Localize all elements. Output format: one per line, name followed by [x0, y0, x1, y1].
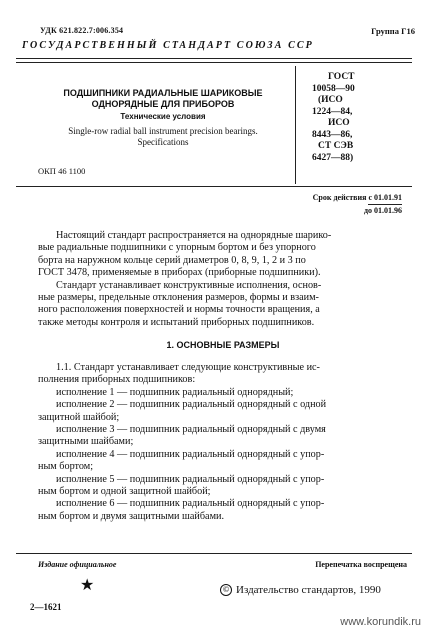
validity-label: Срок действия	[312, 193, 367, 202]
body-line: исполнение 4 — подшипник радиальный однорядный с упор-	[56, 448, 325, 460]
title-ru-line1: ПОДШИПНИКИ РАДИАЛЬНЫЕ ШАРИКОВЫЕ	[63, 88, 263, 98]
intro-line: ные размеры, предельные отклонения размеров, формы и взаим-	[38, 292, 319, 304]
gost-line: 10058—90	[312, 83, 355, 94]
intro-line: также методы контроля и испытаний приборных подшипников.	[38, 316, 315, 328]
body-line: исполнение 3 — подшипник радиальный однорядный с двумя	[56, 424, 326, 436]
title-bottom-rule	[16, 186, 412, 187]
official-edition: Издание официальное	[38, 560, 117, 569]
title-en-line2: Specifications	[137, 137, 189, 147]
gost-block	[300, 72, 400, 164]
body-line: ным бортом и двумя защитными шайбами.	[38, 510, 225, 522]
section-body	[38, 362, 408, 523]
body-line: полнения приборных подшипников:	[38, 374, 196, 386]
body-line: исполнение 5 — подшипник радиальный однорядный с упор-	[56, 473, 325, 485]
udk-code: УДК 621.822.7:006.354	[40, 26, 124, 35]
print-code: 2—1621	[30, 602, 62, 612]
section-title: 1. ОСНОВНЫЕ РАЗМЕРЫ	[166, 340, 280, 350]
title-ru-line2: ОДНОРЯДНЫЕ ДЛЯ ПРИБОРОВ	[91, 99, 235, 109]
intro-line: ГОСТ 3478, применяемые в приборах (приборные подшипники).	[38, 267, 321, 279]
footer-rule	[16, 553, 412, 554]
intro-line: Настоящий стандарт распространяется на однорядные шарико-	[56, 230, 332, 241]
star-icon: ★	[80, 577, 95, 594]
top-rule-2	[16, 62, 412, 63]
body-line: исполнение 6 — подшипник радиальный однорядный с упор-	[56, 498, 325, 510]
gost-line: 1224—84,	[312, 106, 353, 117]
watermark: www.korundik.ru	[340, 616, 421, 628]
standard-heading: ГОСУДАРСТВЕННЫЙ СТАНДАРТ СОЮЗА ССР	[22, 40, 314, 51]
validity-to: до 01.01.96	[363, 206, 402, 215]
body-line: исполнение 2 — подшипник радиальный однорядный с одной	[56, 399, 327, 411]
group-code: Группа Г16	[371, 26, 415, 36]
title-en-line1: Single-row radial ball instrument precision bearings.	[68, 126, 258, 136]
gost-line: ИСО	[328, 118, 350, 128]
body-line: защитными шайбами;	[38, 436, 134, 448]
reprint-prohibited: Перепечатка воспрещена	[315, 560, 407, 569]
okp-code: ОКП 46 1100	[38, 166, 86, 176]
gost-line: ГОСТ	[328, 72, 355, 82]
validity-period	[236, 192, 402, 217]
copyright-text: Издательство стандартов, 1990	[236, 584, 381, 596]
gost-line: СТ СЭВ	[318, 141, 354, 151]
body-line: защитной шайбой;	[38, 411, 120, 423]
validity-from: с 01.01.91	[368, 192, 402, 205]
subtitle: Технические условия	[120, 112, 206, 121]
title-en	[38, 126, 288, 148]
intro-line: борта на наружном кольце серий диаметров 0, 8, 9, 1, 2 и 3 по	[38, 254, 306, 266]
body-line: ным бортом и одной защитной шайбой;	[38, 486, 211, 498]
title-ru	[38, 88, 288, 110]
body-line: исполнение 1 — подшипник радиальный однорядный;	[56, 386, 294, 398]
top-rule	[16, 58, 412, 59]
gost-line: 6427—88)	[312, 152, 354, 163]
copyright	[220, 584, 381, 596]
intro-paragraph	[38, 230, 408, 329]
gost-line: (ИСО	[318, 95, 343, 105]
body-line: ным бортом;	[38, 461, 94, 473]
title-separator	[295, 66, 296, 184]
intro-line: Стандарт устанавливает конструктивные исполнения, основ-	[56, 279, 322, 291]
intro-line: вые радиальные подшипники с упорным бортом и без упорного	[38, 242, 316, 254]
body-line: 1.1. Стандарт устанавливает следующие конструктивные ис-	[56, 362, 320, 373]
gost-line: 8443—86,	[312, 129, 353, 140]
copyright-icon: ©	[220, 584, 232, 596]
intro-line: ного расположения поверхностей и нормы точности вращения, а	[38, 304, 320, 316]
